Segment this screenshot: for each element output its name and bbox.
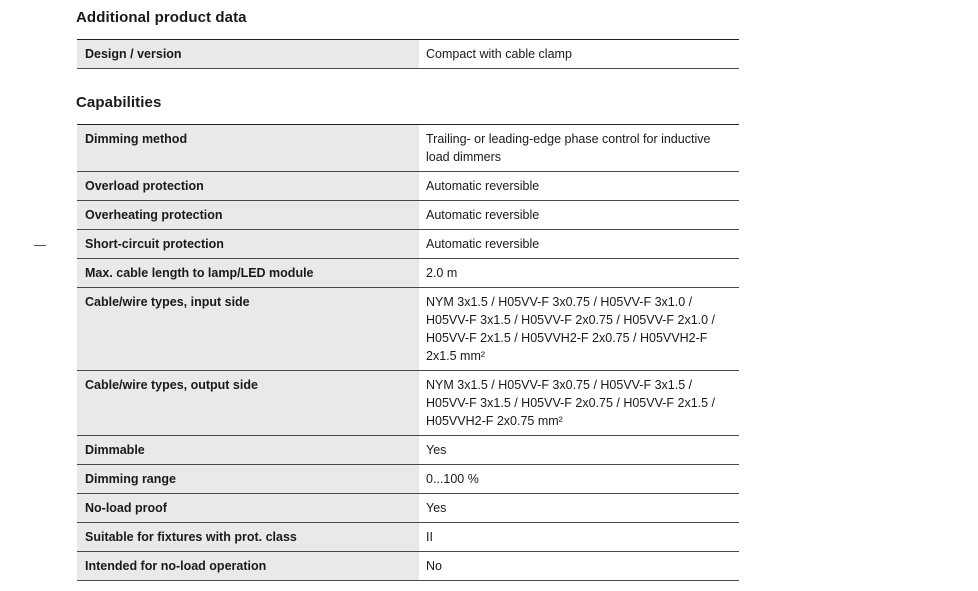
row-value: Compact with cable clamp	[419, 40, 739, 69]
row-value: NYM 3x1.5 / H05VV-F 3x0.75 / H05VV-F 3x1.5 / H05VV-F 3x1.5 / H05VV-F 2x0.75 / H05VV-F 2x1.5 / H05VVH2-F 2x0.75 mm²	[419, 371, 739, 436]
row-label: Cable/wire types, output side	[77, 371, 419, 436]
row-value: No	[419, 552, 739, 581]
row-label: Intended for no-load operation	[77, 552, 419, 581]
row-label: Overload protection	[77, 172, 419, 201]
row-label: Design / version	[77, 40, 419, 69]
table-row	[77, 494, 739, 523]
row-value: 0...100 %	[419, 465, 739, 494]
row-label: Dimming range	[77, 465, 419, 494]
table-row	[77, 552, 739, 581]
row-value: NYM 3x1.5 / H05VV-F 3x0.75 / H05VV-F 3x1.0 / H05VV-F 3x1.5 / H05VV-F 2x0.75 / H05VV-F 2x1.0 / H05VV-F 2x1.5 / H05VVH2-F 2x0.75 / H05VVH2-F 2x1.5 mm²	[419, 288, 739, 371]
table-row	[77, 230, 739, 259]
section-title-capabilities: Capabilities	[76, 94, 162, 111]
capabilities-table	[77, 124, 739, 581]
table-row	[77, 259, 739, 288]
row-value: Automatic reversible	[419, 201, 739, 230]
table-row	[77, 40, 739, 69]
row-label: Max. cable length to lamp/LED module	[77, 259, 419, 288]
row-value: Yes	[419, 494, 739, 523]
row-label: No-load proof	[77, 494, 419, 523]
table-row	[77, 371, 739, 436]
table-row	[77, 172, 739, 201]
row-value: Trailing- or leading-edge phase control for inductive load dimmers	[419, 125, 739, 172]
row-label: Overheating protection	[77, 201, 419, 230]
row-value: Automatic reversible	[419, 230, 739, 259]
table-row	[77, 201, 739, 230]
margin-marker	[34, 245, 46, 246]
section-title-additional-product-data: Additional product data	[76, 9, 247, 26]
table-row	[77, 125, 739, 172]
table-row	[77, 288, 739, 371]
table-row	[77, 465, 739, 494]
row-label: Dimmable	[77, 436, 419, 465]
row-label: Suitable for fixtures with prot. class	[77, 523, 419, 552]
row-label: Short-circuit protection	[77, 230, 419, 259]
row-value: Automatic reversible	[419, 172, 739, 201]
row-label: Dimming method	[77, 125, 419, 172]
row-value: II	[419, 523, 739, 552]
row-value: 2.0 m	[419, 259, 739, 288]
table-row	[77, 523, 739, 552]
row-value: Yes	[419, 436, 739, 465]
table-row	[77, 436, 739, 465]
additional-product-data-table	[77, 39, 739, 69]
row-label: Cable/wire types, input side	[77, 288, 419, 371]
